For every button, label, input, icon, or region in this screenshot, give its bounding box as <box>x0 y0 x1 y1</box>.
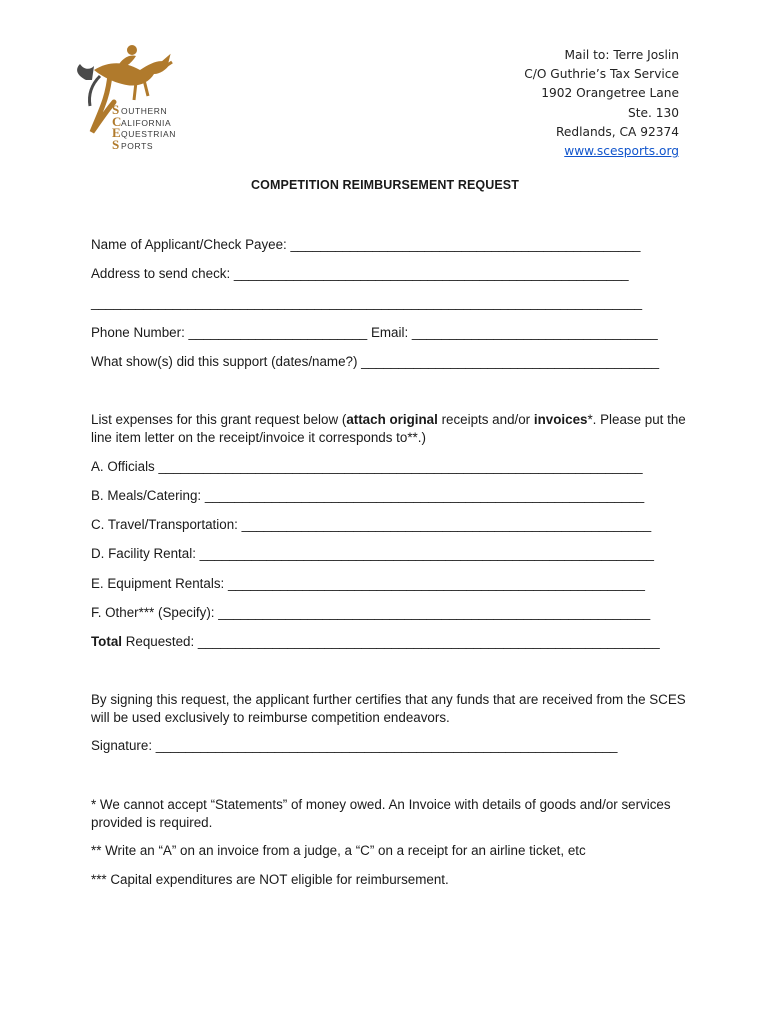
instructions-text-1: List expenses for this grant request below ( <box>91 412 347 427</box>
applicant-name-field[interactable]: Name of Applicant/Check Payee: _______________________________________________ <box>91 237 641 252</box>
certification-statement: By signing this request, the applicant further certifies that any funds that are received from the SCES will be used exclusively to reimburse competition endeavors. <box>91 692 686 725</box>
total-requested-line: Requested: ______________________________________________________________ <box>122 634 660 649</box>
instructions-bold-invoices: invoices <box>533 412 588 427</box>
address-continued-field[interactable]: __________________________________________________________________________ <box>91 295 643 310</box>
mail-city-line: Redlands, CA 92374 <box>555 124 679 139</box>
logo-letter-s2: S <box>112 136 120 152</box>
mailing-address <box>524 46 679 161</box>
logo-letter-c: C <box>112 113 122 129</box>
logo-wordmark <box>112 104 176 150</box>
expense-travel-field[interactable]: C. Travel/Transportation: _______________________________________________________ <box>91 517 652 532</box>
signature-field[interactable]: Signature: ______________________________________________________________ <box>91 738 618 753</box>
logo-letter-s: S <box>112 102 120 117</box>
total-requested-field[interactable] <box>91 633 683 650</box>
mail-suite-line: Ste. 130 <box>627 105 679 120</box>
mail-to-line: Mail to: Terre Joslin <box>564 48 679 62</box>
expense-facility-field[interactable]: D. Facility Rental: _____________________________________________________________ <box>91 546 654 561</box>
logo-letter-e: E <box>112 125 121 140</box>
logo-word-sports: PORTS <box>121 140 154 151</box>
logo-word-equestrian: QUESTRIAN <box>121 129 176 139</box>
expense-other-field[interactable]: F. Other*** (Specify): __________________________________________________________ <box>91 605 651 620</box>
mail-care-of-line: C/O Guthrie’s Tax Service <box>524 67 679 82</box>
expense-equipment-field[interactable]: E. Equipment Rentals: ________________________________________________________ <box>91 576 645 591</box>
instructions-text-2: receipts and/or <box>437 412 534 427</box>
address-field[interactable]: Address to send check: _____________________________________________________ <box>91 266 629 281</box>
page-title: COMPETITION REIMBURSEMENT REQUEST <box>251 178 519 192</box>
logo-word-california: ALIFORNIA <box>121 117 172 128</box>
expense-officials-field[interactable]: A. Officials _________________________________________________________________ <box>91 459 643 474</box>
shows-field[interactable]: What show(s) did this support (dates/name?) ________________________________________ <box>91 354 660 369</box>
total-label: Total <box>91 634 122 649</box>
mail-street-line: 1902 Orangetree Lane <box>541 86 679 101</box>
expense-instructions <box>91 411 691 446</box>
footnote-letter-marking: ** Write an “A” on an invoice from a judge, a “C” on a receipt for an airline ticket, etc <box>91 843 586 858</box>
footnote-capital-expenditures: *** Capital expenditures are NOT eligible for reimbursement. <box>91 872 449 887</box>
instructions-bold-attach: attach original <box>346 412 438 427</box>
phone-email-field[interactable]: Phone Number: ________________________ Email: _________________________________ <box>91 325 658 340</box>
website-link[interactable]: www.scesports.org <box>564 144 679 159</box>
footnote-statements: * We cannot accept “Statements” of money owed. An Invoice with details of goods and/or services provided is required. <box>91 797 671 830</box>
expense-meals-field[interactable]: B. Meals/Catering: ___________________________________________________________ <box>91 488 645 503</box>
instructions-text-3: *. Please put the line item letter on the receipt/invoice it corresponds to**.) <box>91 412 686 445</box>
logo-word-southern: OUTHERN <box>121 106 168 116</box>
